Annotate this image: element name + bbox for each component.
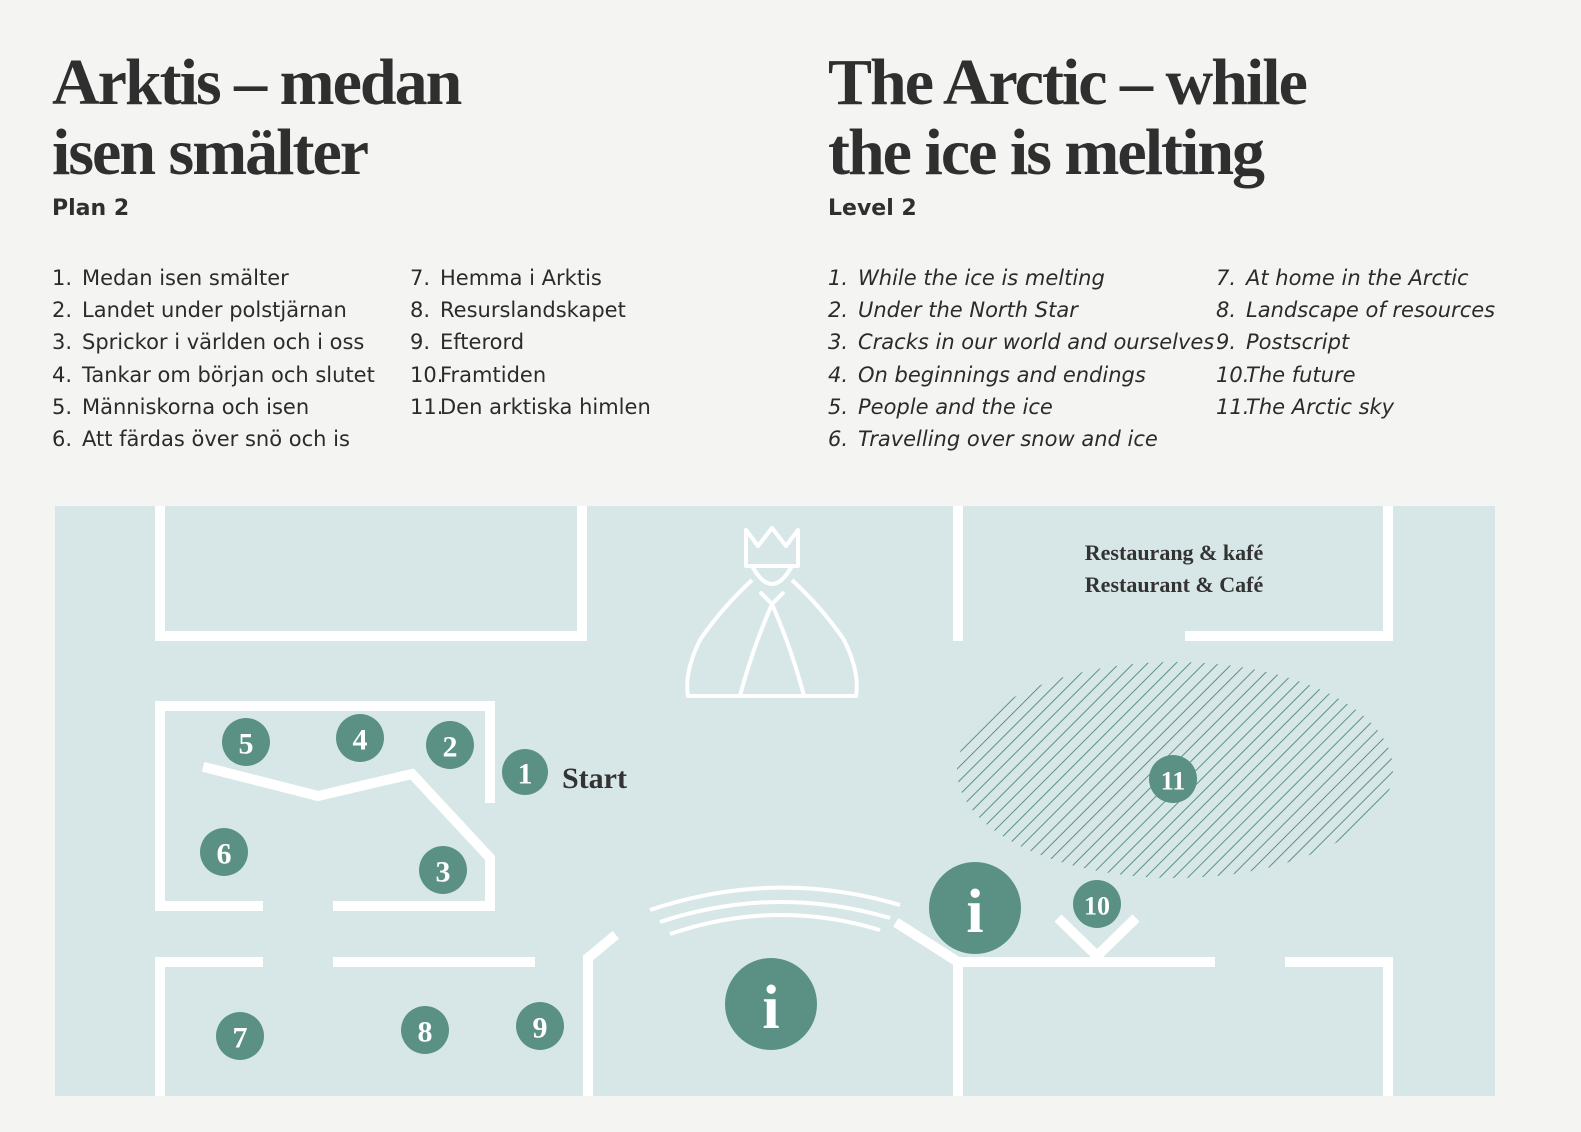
title-swedish-line1: Arktis – medan <box>52 46 461 119</box>
marker-10[interactable] <box>1073 880 1121 928</box>
legend-item: 3. Sprickor i världen och i oss <box>52 330 365 355</box>
marker-5[interactable] <box>222 718 270 766</box>
marker-2[interactable] <box>426 721 474 769</box>
svg-text:11: 11 <box>1160 766 1186 796</box>
svg-text:i: i <box>762 974 780 1042</box>
marker-11[interactable] <box>1149 755 1197 803</box>
legend-item: 9. Postscript <box>1216 330 1350 355</box>
marker-3[interactable] <box>419 846 467 894</box>
legend-item: 6. Att färdas över snö och is <box>52 427 350 452</box>
svg-text:8: 8 <box>417 1015 433 1049</box>
restaurant-label-swedish: Restaurang & kafé <box>1084 540 1264 565</box>
svg-text:3: 3 <box>435 855 451 889</box>
legend-item: 11.Den arktiska himlen <box>410 394 651 419</box>
svg-text:9: 9 <box>532 1011 548 1045</box>
marker-7[interactable] <box>216 1012 264 1060</box>
title-english-line1: The Arctic – while <box>828 46 1306 119</box>
legend-item: 10.The future <box>1216 362 1356 387</box>
legend-item: 5. People and the ice <box>828 394 1053 419</box>
marker-6[interactable] <box>200 828 248 876</box>
marker-9[interactable] <box>516 1002 564 1050</box>
legend-item: 8. Landscape of resources <box>1216 298 1496 323</box>
legend-item: 3. Cracks in our world and ourselves <box>828 330 1215 355</box>
legend-item: 6. Travelling over snow and ice <box>828 427 1158 452</box>
marker-4[interactable] <box>336 714 384 762</box>
legend-item: 1. Medan isen smälter <box>52 266 289 290</box>
legend-item: 2. Under the North Star <box>828 298 1078 323</box>
legend-item: 9. Efterord <box>410 330 525 355</box>
title-english-line2: the ice is melting <box>828 116 1264 189</box>
start-label: Start <box>562 762 627 795</box>
svg-text:6: 6 <box>216 837 232 871</box>
svg-text:5: 5 <box>238 727 254 761</box>
legend-item: 5. Människorna och isen <box>52 394 310 419</box>
legend-item: 1. While the ice is melting <box>828 266 1105 290</box>
legend-item: 7. At home in the Arctic <box>1216 266 1469 290</box>
svg-text:7: 7 <box>232 1021 248 1055</box>
marker-8[interactable] <box>401 1006 449 1054</box>
legend-item: 4. On beginnings and endings <box>828 362 1146 387</box>
subtitle-english: Level 2 <box>828 196 917 221</box>
legend-item: 2. Landet under polstjärnan <box>52 298 347 323</box>
svg-text:10: 10 <box>1084 891 1110 921</box>
svg-text:i: i <box>966 878 984 946</box>
legend-item: 10.Framtiden <box>410 362 547 387</box>
legend-item: 11.The Arctic sky <box>1216 394 1395 419</box>
legend-item: 7. Hemma i Arktis <box>410 266 602 290</box>
info-icon[interactable] <box>929 862 1021 954</box>
svg-text:4: 4 <box>352 723 368 757</box>
subtitle-swedish: Plan 2 <box>52 196 130 221</box>
svg-text:1: 1 <box>517 757 533 791</box>
marker-1[interactable] <box>502 749 548 795</box>
legend-item: 8. Resurslandskapet <box>410 298 626 323</box>
title-swedish-line2: isen smälter <box>52 116 368 189</box>
restaurant-label-english: Restaurant & Café <box>1084 572 1264 597</box>
info-icon[interactable] <box>725 958 817 1050</box>
legend-item: 4. Tankar om början och slutet <box>52 362 375 387</box>
svg-text:2: 2 <box>442 730 458 764</box>
